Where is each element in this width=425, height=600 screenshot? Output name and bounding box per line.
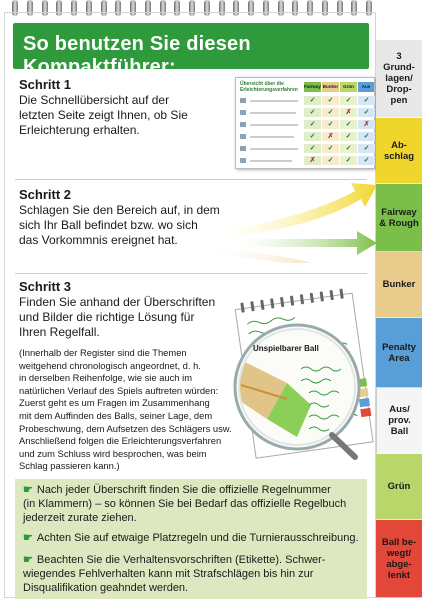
tab-label-line: lenkt (387, 569, 411, 581)
step-3-note-line: mit dem Auffinden des Balls, seiner Lage, dem (19, 409, 213, 421)
step-3-line: Finden Sie anhand der Überschriften (19, 295, 216, 309)
tab-label-line: Grün (387, 481, 411, 492)
tab-bunker[interactable] (376, 252, 422, 318)
check-icon: ✓ (304, 96, 321, 105)
tip-line: (in Klammern) – so können Sie bei Bedarf das offizielle Regelbuch (23, 498, 347, 510)
check-icon: ✓ (358, 96, 375, 105)
tab-label-line: & Rough (379, 217, 419, 229)
tab-label-line: Grund- (383, 62, 415, 73)
check-icon: ✓ (340, 96, 357, 105)
step-3-note (19, 347, 232, 473)
step-3-line: und Bilder die richtige Lösung für (19, 310, 195, 324)
step-2-title: Schritt 2 (19, 187, 72, 202)
step-2-line: sich Ihr Ball befindet bzw. wo sich (19, 218, 198, 232)
step-3-note-line: (Innerhalb der Register sind die Themen (19, 347, 187, 358)
tab-label-line: wegt/ (386, 547, 412, 559)
check-icon: ✓ (322, 108, 339, 117)
page-heading-text: So benutzen Sie diesen Kompaktführer: (23, 33, 251, 78)
check-icon: ✓ (340, 120, 357, 129)
cross-icon: ✗ (358, 120, 375, 129)
check-icon: ✓ (304, 144, 321, 153)
cross-icon: ✗ (304, 156, 321, 165)
tab-label-line: Area (388, 352, 410, 364)
thumbnail-column-header: Fairway (304, 82, 321, 92)
tab-label-line: Penalty (382, 341, 416, 353)
page-heading (13, 23, 369, 78)
step-3-note-line: Zuerst geht es um Fragen im Zusammenhang (19, 397, 210, 409)
step-3-note-line: Probeschwung, dem Aufsetzen des Schlägers usw. (19, 422, 232, 434)
arrow-to-fairway-tab (240, 231, 377, 255)
check-icon: ✓ (322, 96, 339, 105)
pointing-hand-icon: ☛ (23, 554, 33, 566)
tip-etiquette (15, 549, 367, 599)
check-icon: ✓ (322, 120, 339, 129)
step-3-note-line: in derselben Reihenfolge, wie sie auch im (19, 372, 193, 384)
thumbnail-column-header: Bunker (322, 82, 339, 92)
tab-label-line: lagen/ (385, 73, 413, 84)
thumbnail-row-pictograms (240, 96, 302, 166)
tab-green[interactable] (376, 454, 422, 520)
tab-label-line: abge- (386, 558, 412, 570)
step-1-line: letzten Seite zeigt Ihnen, ob Sie (19, 108, 188, 122)
step-3-note-line: natürlichen Verlauf des Spiels auftreten würden: (19, 384, 219, 396)
thumbnail-column-header: Aus (358, 82, 374, 92)
tab-label-line: 3 (396, 51, 402, 62)
step-3-text (19, 295, 215, 340)
tip-line: jederzeit zurate ziehen. (23, 512, 137, 524)
tab-tee[interactable] (376, 118, 422, 184)
step-3-note-line: weitgehend chronologisch angeordnet, d. h. (19, 359, 201, 371)
booklet-illustration (227, 287, 377, 462)
step-3-line: Ihren Regelfall. (19, 325, 100, 339)
section-arrows-graphic (5, 163, 377, 263)
arrow-to-tee-tab (220, 183, 377, 237)
check-icon: ✓ (304, 108, 321, 117)
check-icon: ✓ (340, 144, 357, 153)
tab-fairway-rough[interactable] (376, 184, 422, 252)
tab-label-line: Ball be- (381, 536, 417, 548)
tab-out-of-bounds[interactable] (376, 388, 422, 454)
tip-local-rules (15, 527, 367, 549)
pointing-hand-icon: ☛ (23, 484, 33, 496)
tab-label-line: Ab- (391, 139, 407, 151)
step-1-title: Schritt 1 (19, 77, 72, 92)
check-icon: ✓ (322, 144, 339, 153)
tip-rule-numbers (15, 479, 367, 529)
thumbnail-column-header: Grün (340, 82, 357, 92)
step-3-title: Schritt 3 (19, 279, 72, 294)
tip-line: Nach jeder Überschrift finden Sie die offizielle Regelnummer (36, 484, 331, 496)
cross-icon: ✗ (322, 132, 339, 141)
tab-label-line: Aus/ (389, 404, 410, 415)
check-icon: ✓ (358, 156, 375, 165)
section-divider (15, 273, 367, 274)
check-icon: ✓ (358, 132, 375, 141)
step-3-note-line: Schlag passieren kann.) (19, 460, 120, 472)
tab-label-line: schlag (383, 150, 415, 162)
check-icon: ✓ (304, 120, 321, 129)
tip-line: Beachten Sie die Verhaltensvorschriften (Etikette). Schwer- (36, 554, 326, 566)
tab-label-line: Drop- (386, 84, 412, 95)
cross-icon: ✗ (340, 108, 357, 117)
check-icon: ✓ (304, 132, 321, 141)
check-icon: ✓ (358, 108, 375, 117)
step-2-line: das Vorkommnis ereignet hat. (19, 233, 178, 247)
guide-page (4, 12, 376, 598)
tab-basics-dropping[interactable] (376, 40, 422, 118)
step-1-line: Die Schnellübersicht auf der (19, 93, 170, 107)
tab-label-line: Ball (390, 426, 409, 437)
tab-label-line: Bunker (382, 279, 416, 290)
pointing-hand-icon: ☛ (23, 532, 33, 544)
step-1-line: Erleichterung erhalten. (19, 123, 140, 137)
tab-penalty-area[interactable] (376, 318, 422, 388)
step-1-text (19, 93, 188, 138)
booklet-page-title: Unspielbarer Ball (253, 344, 319, 353)
check-icon: ✓ (340, 156, 357, 165)
tab-label-line: prov. (388, 415, 411, 426)
tab-label-line: pen (390, 95, 408, 106)
check-icon: ✓ (358, 144, 375, 153)
step-3-note-line: Anschließend folgen die Erleichterungsverfahren (19, 435, 222, 447)
step-2-line: Schlagen Sie den Bereich auf, in dem (19, 203, 220, 217)
arrow-to-bunker-tab (215, 249, 375, 263)
tip-line: Disqualifikation geahndet werden. (23, 582, 189, 594)
check-icon: ✓ (340, 132, 357, 141)
tab-label-line: Fairway (381, 206, 417, 218)
tab-ball-moved[interactable] (376, 520, 422, 598)
tip-line: Achten Sie auf etwaige Platzregeln und die Turnierausschreibung. (36, 532, 359, 544)
check-icon: ✓ (322, 156, 339, 165)
quick-overview-thumbnail (235, 77, 375, 169)
thumbnail-title: Übersicht über die Erleichterungsverfahren (240, 81, 298, 93)
tip-line: wiegendes Fehlverhalten kann mit Strafschlägen bis hin zur (23, 568, 314, 580)
step-3-note-line: und zum Schluss wird besprochen, was beim (19, 447, 207, 459)
